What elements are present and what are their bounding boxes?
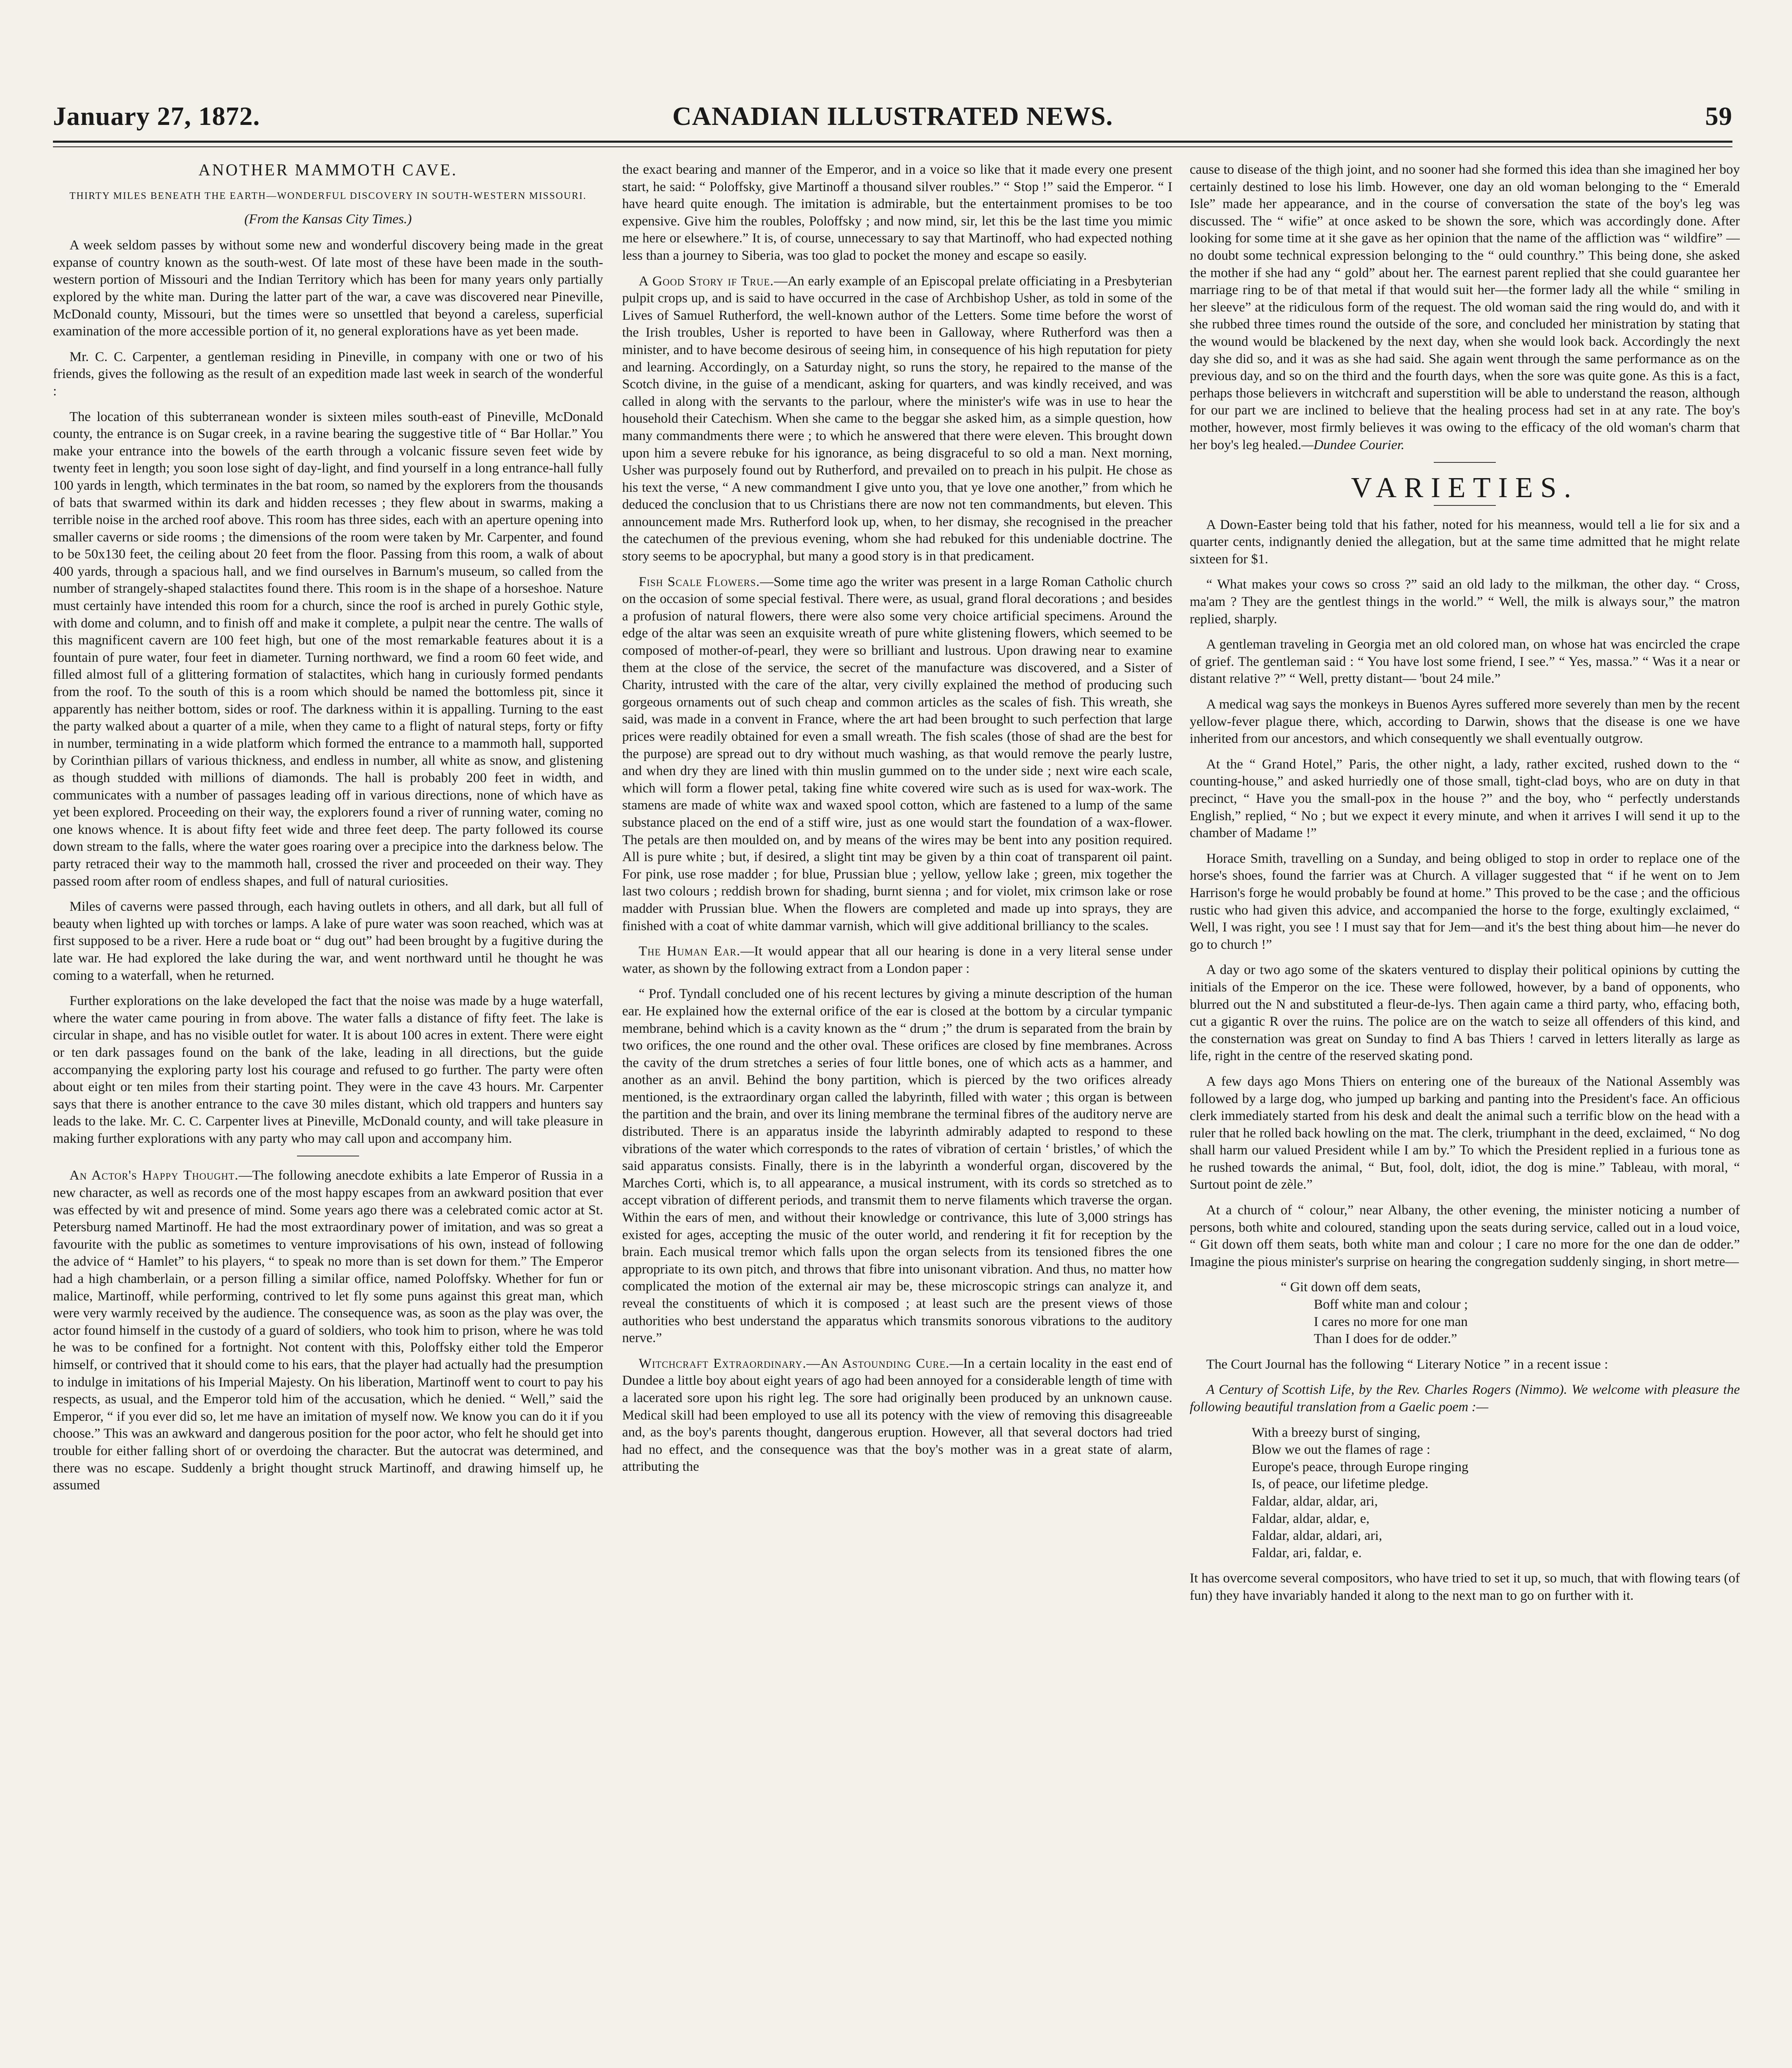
column-2 — [622, 161, 1172, 2068]
variety-item: A Century of Scottish Life, by the Rev. Charles Rogers (Nimmo). We welcome with pleasure the following beautiful translation from a Gaelic poem :— — [1190, 1382, 1740, 1415]
variety-item: “ What makes your cows so cross ?” said an old lady to the milkman, the other day. “ Cross, ma'am ? They are the gentlest things in the world.” “ Well, the milk is always sour,” the matron replied, sharply. — [1190, 577, 1740, 627]
verse-line: Europe's peace, through Europe ringing — [1252, 1459, 1469, 1474]
verse-line: Faldar, aldar, aldar, ari, — [1252, 1494, 1378, 1509]
verse-line: Blow we out the flames of rage : — [1252, 1442, 1430, 1458]
verse-line: Faldar, ari, faldar, e. — [1252, 1545, 1362, 1561]
page-number: 59 — [1705, 101, 1732, 131]
paragraph: A week seldom passes by without some new and wonderful discovery being made in the great expanse of country known as the south-west. Of late most of these have been made in the south-western portion of Missouri and the Indian Territory which has been for many years only partially explored by the white man. During the latter part of the war, a cave was discovered near Pineville, McDonald county, Missouri, but the times were so unsettled that beyond a careless, superficial examination of the more accessible portion of it, no general explorations have as yet been made. — [53, 238, 603, 339]
section-divider — [1434, 505, 1496, 506]
variety-item: At the “ Grand Hotel,” Paris, the other night, a lady, rather excited, rushed down to the “ counting-house,” and asked hurriedly one of those small, tight-clad boys, who are on duty in that precinct, “ Have you the small-pox in the house ?” and the boy, who “ perfectly understands English,” replied, “ No ; but we expect it every minute, and when it arrives I will send it up to the chamber of Madame !” — [1190, 756, 1740, 841]
paragraph: The location of this subterranean wonder is sixteen miles south-east of Pineville, McDonald county, the entrance is on Sugar creek, in a ravine bearing the suggestive title of “ Bar Hollar.” You make your entrance into the bowels of the earth through a volcanic fissure seven feet wide by twenty feet in length; you soon lose sight of day-light, and find yourself in a long entrance-hall fully 100 yards in length, which terminates in the bat room, so named by the explorers from the thousands of bats that swarmed within its dark and hidden recesses ; they flew about in swarms, making a terrible noise in the arched roof above. This room has three sides, each with an aperture opening into smaller caverns or side rooms ; the dimensions of the room were taken by Mr. Carpenter, and found to be 50x130 feet, the ceiling about 20 feet from the floor. Passing from this room, a walk of about 400 yards, through a spacious hall, and we find ourselves in Barnum's museum, so called from the number of strangely-shaped stalactites found there. This room is in the shape of a horseshoe. Nature must certainly have intended this room for a church, since the roof is arched in purely Gothic style, with dome and column, and to finish off and make it complete, a pulpit near the centre. The walls of this magnificent cavern are 100 feet high, but one of the most remarkable features about it is a fountain of pure water, four feet in diameter. Turning northward, we find a room 60 feet wide, and filled almost full of a glittering formation of stalactites, which hang in curiously formed pendants from the roof. To the south of this is a room which should be named the bottomless pit, since it apparently has neither bottom, sides or roof. The darkness within it is appalling. Turning to the east the party walked about a quarter of a mile, when they came to a flight of natural steps, forty or fifty in number, terminating in a wide platform which formed the entrance to a mammoth hall, supported by Corinthian pillars of various thickness, and endless in number, all white as snow, and glistening as though studded with millions of diamonds. The hall is probably 200 feet in width, and communicates with a number of passages leading off in various directions, none of which have as yet been explored. Proceeding on their way, the explorers found a river of running water, coming no one knows whence. It is about fifty feet wide and three feet deep. The party followed its course down stream to the falls, where the water goes roaring over a precipice into the darkness below. The party retraced their way to the mammoth hall, crossed the river and proceeded on their way. They passed room after room of endless shapes, and full of natural curiosities. — [53, 409, 603, 889]
verse-line: I cares no more for one man — [1314, 1314, 1468, 1329]
ear-quote: “ Prof. Tyndall concluded one of his recent lectures by giving a minute description of the human ear. He explained how the external orifice of the ear is closed at the bottom by a circular tympanic membrane, behind which is a cavity known as the “ drum ;” the drum is separated from the brain by two orifices, the one round and the other oval. These orifices are closed by fine membranes. Across the cavity of the drum stretches a series of four little bones, one of which acts as a hammer, and another as an anvil. Behind the bony partition, which is pierced by the two orifices already mentioned, is the extraordinary organ called the labyrinth, filled with water ; this organ is between the partition and the brain, and over its lining membrane the terminal fibres of the auditory nerve are distributed. There is an apparatus inside the labyrinth admirably adapted to respond to these vibrations of the water which corresponds to the rates of vibration of certain ‘ bristles,’ of which the said apparatus consists. Finally, there is in the labyrinth a wonderful organ, discovered by the Marches Corti, which is, to all appearance, a musical instrument, with its cords so stretched as to accept vibration of different periods, and transmit them to nerve filaments which traverse the organ. Within the ears of men, and without their knowledge or contrivance, this lute of 3,000 strings has existed for ages, accepting the music of the outer world, and rendering it fit for reception by the brain. Each musical tremor which falls upon the organ selects from its tensioned fibres the one appropriate to its own pitch, and throws that fibre into unisonant vibration. And thus, no matter how complicated the motion of the external air may be, these microscopic strings can analyze it, and reveal the constituents of which it is composed ; at least such are the present views of those authorities who best understand the apparatus which transmits sonorous vibrations to the auditory nerve.” — [622, 986, 1172, 1346]
variety-item: A few days ago Mons Thiers on entering one of the bureaux of the National Assembly was followed by a large dog, who jumped up barking and panting into the President's face. An officious clerk immediately started from his desk and dealt the animal such a terrific blow on the head with a ruler that he rolled back howling on the mat. The clerk, triumphant in the deed, exclaimed, “ No dog shall harm our valued President while I am by.” To which the President replied in a furious tone as he rushed towards the animal, “ But, fool, dolt, idiot, the dog is mine.” Tableau, with moral, “ Surtout point de zèle.” — [1190, 1074, 1740, 1192]
anecdote-body: —The following anecdote exhibits a late Emperor of Russia in a new character, as well as records one of the most happy escapes from an awkward position that ever was effected by wit and presence of mind. Some years ago there was a celebrated comic actor at St. Petersburg named Martinoff. He had the most extraordinary power of imitation, and was so great a favourite with the public as sometimes to venture improvisations of his own, instead of following the advice of “ Hamlet” to his players, “ to speak no more than is set down for them.” The Emperor had a high chamberlain, or a person filling a similar office, named Poloffsky. Whether for fun or malice, Martinoff, while performing, contrived to let fly some puns against this great man, which were very warmly received by the audience. The consequence was, as soon as the play was over, the actor found himself in the custody of a guard of soldiers, who took him to prison, where he was told he was to be confined for a fortnight. Not content with this, Poloffsky either told the Emperor himself, or contrived that it should come to his ears, that the player had actually had the presumption to indulge in imitations of his Imperial Majesty. On his liberation, Martinoff went to court to pay his respects, as usual, and the Emperor told him of the accusation, which he denied. “ Well,” said the Emperor, “ if you ever did so, let me have an imitation of myself now. We know you can do it if you choose.” This was an awkward and dangerous position for the poor actor, who felt he should get into trouble for either falling short of or overdoing the character. But the autocrat was determined, and there was no escape. Suddenly a bright thought struck Martinoff, and drawing himself up, he assumed — [53, 1168, 603, 1493]
variety-item: It has overcome several compositors, who have tried to set it up, so much, that with flowing tears (of fun) they have invariably handed it along to the next man to go on further with it. — [1190, 1571, 1740, 1603]
section-divider — [1434, 462, 1496, 463]
story-body: —An early example of an Episcopal prelate officiating in a Presbyterian pulpit crops up, and is said to have occurred in the case of Archbishop Usher, as told in some of the Lives of Samuel Rutherford, the well-known author of the Letters. Some time before the worst of the Irish troubles, Usher is reported to have been in Galloway, where Rutherford was then a minister, and to have become desirous of seeing him, in consequence of his high reputation for piety and learning. Accordingly, on a Saturday night, so runs the story, he repaired to the manse of the Scotch divine, in the guise of a mendicant, asking for quarters, and was kindly received, and was called in along with the servants to the parlour, where the minister's wife was in use to hear the household their Catechism. When she came to the beggar she asked him, as a simple question, how many commandments there were ; to which he answered that there were eleven. This brought down upon him a severe rebuke for his ignorance, as being disgraceful to so old a man. Next morning, Usher was purposely found out by Rutherford, and prevailed on to preach in his pulpit. He chose as his text the verse, “ A new commandment I give unto you, that ye love one another,” from which he deduced the conclusion that to us Christians there are now not ten commandments, but eleven. This announcement made Mrs. Rutherford look up, when, to her dismay, she recognised in the preacher the catechumen of the previous evening, whom she had rebuked for this undeniable doctrine. The story seems to be apocryphal, but many a good story is in that predicament. — [622, 273, 1172, 564]
variety-item: A Down-Easter being told that his father, noted for his meanness, would tell a lie for six and a quarter cents, indignantly denied the allegation, but at the same time admitted that he might relate sixteen for $1. — [1190, 517, 1740, 567]
header-rule-thin — [53, 146, 1732, 147]
ear-paragraph — [622, 943, 1172, 977]
article-source: (From the Kansas City Times.) — [244, 211, 412, 227]
variety-item: Horace Smith, travelling on a Sunday, and being obliged to stop in order to replace one of the horse's shoes, found the farrier was at Church. A villager suggested that “ if he went on to Jem Harrison's forge he would probably be found at home.” This proved to be the case ; and the officious rustic who had given this advice, and accompanied the horse to the forge, exultingly exclaimed, “ Well, I was right, you see ! I must say that for Jem—and it's the best thing about him—he never do go to church !” — [1190, 851, 1740, 952]
paragraph: Mr. C. C. Carpenter, a gentleman residing in Pineville, in company with one or two of his friends, gives the following as the result of an expedition made last week in search of the wonderful : — [53, 349, 603, 399]
ear-heading: The Human Ear. — [639, 944, 740, 959]
issue-date: January 27, 1872. — [53, 101, 260, 131]
story-heading: A Good Story if True. — [639, 273, 774, 289]
verse-block — [1190, 1424, 1740, 1562]
verse-line: “ Git down off dem seats, — [1281, 1280, 1421, 1295]
ear-body: —It would appear that all our hearing is done in a very literal sense under water, as shown by the following extract from a London paper : — [622, 944, 1172, 976]
verse-line: Is, of peace, our lifetime pledge. — [1252, 1477, 1428, 1492]
anecdote-paragraph — [53, 1167, 603, 1494]
variety-item: A medical wag says the monkeys in Buenos Ayres suffered more severely than men by the recent yellow-fever plague there, which, according to Darwin, shows that the disease is one we have inherited from our ancestors, and which consequently we shall eventually outgrow. — [1190, 697, 1740, 747]
column-1 — [53, 161, 603, 2068]
variety-item: The Court Journal has the following “ Literary Notice ” in a recent issue : — [1206, 1357, 1608, 1372]
variety-item: A day or two ago some of the skaters ventured to display their political opinions by cutting the initials of the Emperor on the ice. These were followed, however, by a band of opponents, who blurred out the N and substituted a fleur-de-lys. Then again came a third party, who, effacing both, cut a gigantic R over the ruins. The police are on the watch to seize all offenders of this kind, and the consternation was great on Sunday to find A bas Thiers ! carved in letters literally as large as life, right in the centre of the reserved skating pond. — [1190, 962, 1740, 1064]
header-rule-thick — [53, 141, 1732, 143]
verse-line: Than I does for de odder.” — [1314, 1331, 1457, 1347]
column-3 — [1190, 161, 1740, 2068]
anecdote-heading: An Actor's Happy Thought. — [69, 1168, 239, 1183]
verse-line: Faldar, aldar, aldari, ari, — [1252, 1528, 1382, 1544]
fish-body: —Some time ago the writer was present in a large Roman Catholic church on the occasion of some special festival. There were, as usual, grand floral decorations ; and besides a profusion of natural flowers, there were also some very choice artificial specimens. Around the edge of the altar was seen an exquisite wreath of pure white glistening flowers, which seemed to be composed of mother-of-pearl, they were so brilliant and lustrous. Upon drawing near to examine them at the close of the service, the secret of the manufacture was discovered, and a Sister of Charity, intrusted with the care of the altar, very civilly explained the method of producing such gorgeous ornaments out of such cheap and common articles as the scales of fish. This wreath, she said, was made in a convent in France, where the art had been brought to such perfection that large prices were readily obtained for even a small wreath. The fish scales (those of shad are the best for the purpose) are spread out to dry without much washing, as that would remove the pearly lustre, and when dry they are lined with thin muslin gummed on to the under side ; next wire each scale, which will form a flower petal, taking fine white covered wire such as is used for wax-work. The stamens are made of white wax and waxed spool cotton, which are fastened to a lump of the same substance placed on the end of a stiff wire, just as one would start the foundation of a wax-flower. The petals are then moulded on, and by means of the wires may be bent into any position required. All is pure white ; but, if desired, a slight tint may be given by a thin coat of transparent oil paint. For pink, use rose madder ; for blue, Prussian blue ; yellow, yellow lake ; green, mix together the last two colours ; reddish brown for shading, burnt sienna ; and for violet, mix crimson lake or rose madder with Prussian blue. When the flowers are completed and made up into sprays, they are finished with a coat of white dammar varnish, which will give additional brilliancy to the scales. — [622, 574, 1172, 933]
article-title: ANOTHER MAMMOTH CAVE. — [198, 161, 458, 179]
verse-line: Faldar, aldar, aldar, e, — [1252, 1511, 1370, 1526]
article-subtitle: THIRTY MILES BENEATH THE EARTH—WONDERFUL DISCOVERY IN SOUTH-WESTERN MISSOURI. — [69, 190, 587, 201]
verse-line: With a breezy burst of singing, — [1252, 1425, 1421, 1440]
paragraph-text: cause to disease of the thigh joint, and no sooner had she formed this idea than she imagined her boy certainly destined to lose his limb. However, one day an old woman belonging to the “ Emerald Isle” made her appearance, and in the course of conversation the state of the boy's leg was discussed. The “ wifie” at once asked to be shown the sore, which was accordingly done. After looking for some time at it she gave as her opinion that the name of the affliction was “ wildfire” —no doubt some technical expression belonging to the “ ould counthry.” This being done, she asked the mother if she had any “ gold” about her. The earnest parent replied that she could guarantee her marriage ring to be of that metal if that would suit her—the former lady all the while “ smiling in her sleeve” at the ridiculous form of the request. The old woman said the ring would do, and with it she rubbed three times round the outside of the sore, and concluded her ministration by stating that the wound would be blackened by the next day, when she would look back. Accordingly the next day she did so, and it was as she had said. She again went through the same performance as on the previous day, and so on the third and the fourth days, when the sore was quite gone. As this is a fact, perhaps those believers in witchcraft and superstition will be able to understand the reason, although for our part we are inclined to believe that the healing process had set in at any rate. The boy's mother, however, most firmly believes it was owing to the efficacy of the old woman's charm that her boy's leg healed. — [1190, 162, 1740, 452]
fish-heading: Fish Scale Flowers. — [639, 574, 760, 589]
fish-paragraph — [622, 574, 1172, 935]
varieties-title: VARIETIES. — [1351, 472, 1579, 504]
variety-item: At a church of “ colour,” near Albany, the other evening, the minister noticing a number of persons, both white and coloured, standing upon the seats during service, called out in a loud voice, “ Git down off them seats, both white man and colour ; I care no more for the one dan de odder.” Imagine the pious minister's surprise on hearing the congregation suddenly singing, in short metre— — [1190, 1203, 1740, 1269]
paragraph — [1190, 161, 1740, 454]
paragraph: the exact bearing and manner of the Emperor, and in a voice so like that it made every one present start, he said: “ Poloffsky, give Martinoff a thousand silver roubles.” “ Stop !” said the Emperor. “ I have heard quite enough. The imitation is admirable, but the entertainment promises to be too expensive. Give him the roubles, Poloffsky ; and now mind, sir, let this be the last time you mimic me here or elsewhere.” It is, of course, unnecessary to say that Martinoff, who had expected nothing less than a journey to Siberia, was too glad to pocket the money and escape so easily. — [622, 162, 1172, 263]
masthead — [53, 101, 1732, 134]
variety-item: A gentleman traveling in Georgia met an old colored man, on whose hat was encircled the crape of grief. The gentleman said : “ You have lost some friend, I see.” “ Yes, massa.” “ Was it a near or distant relative ?” “ Well, pretty distant— 'bout 24 mile.” — [1190, 637, 1740, 687]
paragraph: Miles of caverns were passed through, each having outlets in others, and all dark, but all full of beauty when lighted up with torches or lamps. A lake of pure water was soon reached, which was at first supposed to be a river. Here a rude boat or “ dug out” had been brought by a fugitive during the late war. He had explored the lake during the war, and went northward until he thought he was coming to a waterfall, when he returned. — [53, 899, 603, 983]
story-paragraph — [622, 273, 1172, 565]
paragraph: Further explorations on the lake developed the fact that the noise was made by a huge waterfall, where the water came pouring in from above. The water falls a distance of fifty feet. The lake is circular in shape, and has no visible outlet for water. It is about 100 acres in extent. There were eight or ten dark passages found on the bank of the lake, leading in all directions, but the guide accompanying the exploring party lost his courage and refused to go further. The party were often about eight or ten miles from their starting point. They were in the cave 43 hours. Mr. Carpenter says that there is another entrance to the cave 30 miles distant, which old trappers and hunters say leads to the lake. Mr. C. C. Carpenter lives at Pineville, McDonald county, and will take pleasure in making further explorations with any party who may call upon and accompany him. — [53, 993, 603, 1146]
witch-paragraph — [622, 1355, 1172, 1476]
witch-body: —In a certain locality in the east end of Dundee a little boy about eight years of ago had been annoyed for a considerable length of time with a lacerated sore upon his right leg. The sore had originally been produced by an unknown cause. Medical skill had been employed to use all its potency with the view of removing this disagreeable and, as the boy's parents thought, dangerous eruption. However, all that several doctors had tried had no effect, and the consequence was that the boy's mother was in a great state of alarm, attributing the — [622, 1356, 1172, 1474]
witch-heading: Witchcraft Extraordinary.—An Astounding Cure. — [639, 1356, 950, 1371]
newspaper-title: CANADIAN ILLUSTRATED NEWS. — [672, 101, 1113, 131]
verse-line: Boff white man and colour ; — [1314, 1297, 1468, 1312]
verse-block — [1190, 1279, 1740, 1348]
paragraph-source: —Dundee Courier. — [1301, 437, 1405, 452]
